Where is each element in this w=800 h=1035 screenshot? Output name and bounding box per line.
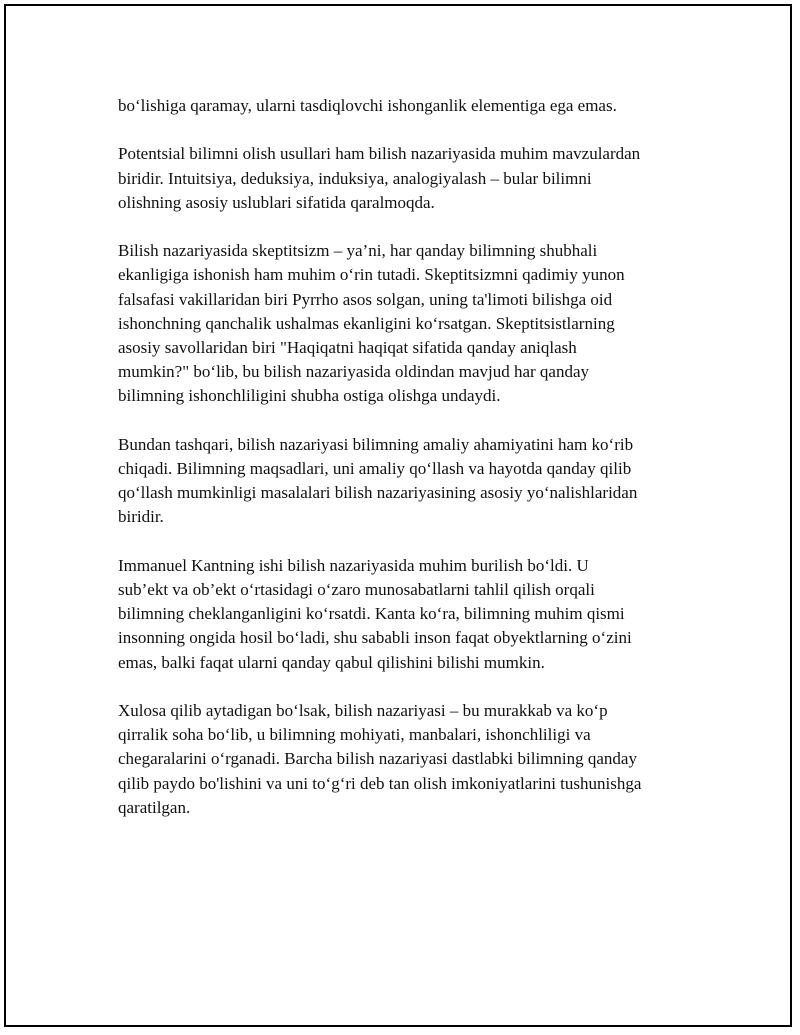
document-body <box>118 94 690 844</box>
paragraph-4: Bundan tashqari, bilish nazariyasi bilimning amaliy ahamiyatini ham ko‘rib chiqadi. Bilimning maqsadlari, uni amaliy qo‘llash va hayotda qanday qilib qo‘llash mumkinligi masalalari bilish nazariyasining asosiy yo‘nalishlaridan biridir. <box>118 434 638 527</box>
paragraph-6: Xulosa qilib aytadigan bo‘lsak, bilish nazariyasi – bu murakkab va ko‘p qirralik soha bo‘lib, u bilimning mohiyati, manbalari, ishonchliligi va chegaralarini o‘rganadi. Barcha bilish nazariyasi dastlabki bilimning qanday qilib paydo bo'lishini va uni to‘g‘ri deb tan olish imkoniyatlarini tushunishga qaratilgan. <box>118 701 642 817</box>
paragraph-1: bo‘lishiga qaramay, ularni tasdiqlovchi ishonganlik elementiga ega emas. <box>118 96 617 115</box>
paragraph-2: Potentsial bilimni olish usullari ham bilish nazariyasida muhim mavzulardan biridir. Intuitsiya, deduksiya, induksiya, analogiyalash – bular bilimni olishning asosiy uslublari sifatida qaralmoqda. <box>118 144 641 212</box>
paragraph-5: Immanuel Kantning ishi bilish nazariyasida muhim burilish bo‘ldi. U sub’ekt va ob’ekt o‘rtasidagi o‘zaro munosabatlarni tahlil qilish orqali bilimning cheklanganligini ko‘rsatdi. Kanta ko‘ra, bilimning muhim qismi insonning ongida hosil bo‘ladi, shu sababli inson faqat obyektlarning o‘zini emas, balki faqat ularni qanday qabul qilishini bilishi mumkin. <box>118 555 632 672</box>
paragraph-3: Bilish nazariyasida skeptitsizm – ya’ni, har qanday bilimning shubhali ekanligiga ishonish ham muhim o‘rin tutadi. Skeptitsizmni qadimiy yunon falsafasi vakillaridan biri Pyrrho asos solgan, uning ta'limoti bilishga oid ishonchning qanchalik ushalmas ekanligini ko‘rsatgan. Skeptitsistlarning asosiy savollaridan biri "Haqiqatni haqiqat sifatida qanday aniqlash mumkin?" bo‘lib, bu bilish nazariyasida oldindan mavjud har qanday bilimning ishonchliligini shubha ostiga olishga undaydi. <box>118 241 625 406</box>
